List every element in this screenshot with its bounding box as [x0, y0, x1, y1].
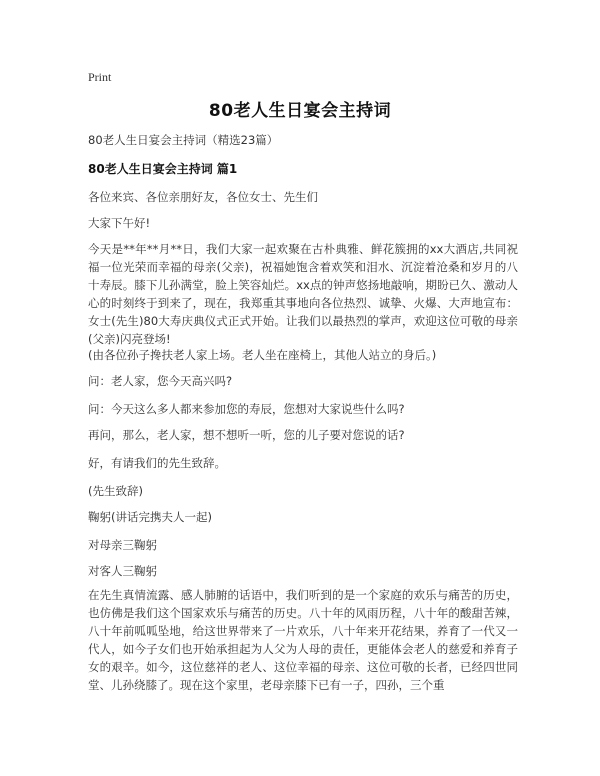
paragraph-speech-note: (先生致辞) — [88, 484, 143, 498]
paragraph-question-2: 问：今天这么多人都来参加您的寿辰，您想对大家说些什么吗? — [88, 402, 405, 416]
section-heading: 80老人生日宴会主持词 篇1 — [88, 162, 238, 176]
paragraph-bow-note: 鞠躬(讲话完携夫人一起) — [88, 510, 212, 524]
paragraph-invite-speech: 好，有请我们的先生致辞。 — [88, 456, 226, 470]
paragraph-closing: 在先生真情流露、感人肺腑的话语中，我们听到的是一个家庭的欢乐与痛苦的历史，也仿佛是我们这个国家欢乐与痛苦的历史。八十年的风雨历程，八十年的酸甜苦辣，八十年前呱呱坠地，给这世界带来了一片欢乐，八十年来开花结果，养育了一代又一代人，如今子女们也开始承担起为人父为人母的责任，更能体会老人的慈爱和养育子女的艰辛。如今，这位慈祥的老人、这位幸福的母亲、这位可敬的长者，已经四世同堂、儿孙绕膝了。现在这个家里，老母亲膝下已有一子，四孙，三个重 — [88, 588, 518, 692]
document-title: 80老人生日宴会主持词 — [208, 101, 392, 121]
print-link[interactable]: Print — [88, 70, 112, 84]
paragraph-greeting: 各位来宾、各位亲朋好友，各位女士、先生们 — [88, 190, 318, 204]
paragraph-bow-mother: 对母亲三鞠躬 — [88, 538, 157, 552]
paragraph-question-1: 问：老人家，您今天高兴吗? — [88, 374, 233, 388]
paragraph-good-afternoon: 大家下午好! — [88, 216, 151, 230]
paragraph-stage-direction: (由各位孙子搀扶老人家上场。老人坐在座椅上，其他人站立的身后。) — [88, 348, 437, 362]
document-subtitle: 80老人生日宴会主持词（精选23篇） — [88, 133, 279, 147]
paragraph-question-3: 再问，那么，老人家，想不想听一听，您的儿子要对您说的话? — [88, 428, 405, 442]
paragraph-opening: 今天是**年**月**日，我们大家一起欢聚在古朴典雅、鲜花簇拥的xx大酒店,共同祝福一位光荣而幸福的母亲(父亲)，祝福她饱含着欢笑和泪水、沉淀着沧桑和岁月的八十寿辰。膝下儿孙满堂，脸上笑容灿烂。xx点的钟声悠扬地敲响，期盼已久、激动人心的时刻终于到来了，现在，我郑重其事地向各位热烈、诚挚、火爆、大声地宣布：女士(先生)80大寿庆典仪式正式开始。让我们以最热烈的掌声，欢迎这位可敬的母亲(父亲)闪亮登场! — [88, 242, 518, 346]
paragraph-bow-guests: 对客人三鞠躬 — [88, 564, 157, 578]
